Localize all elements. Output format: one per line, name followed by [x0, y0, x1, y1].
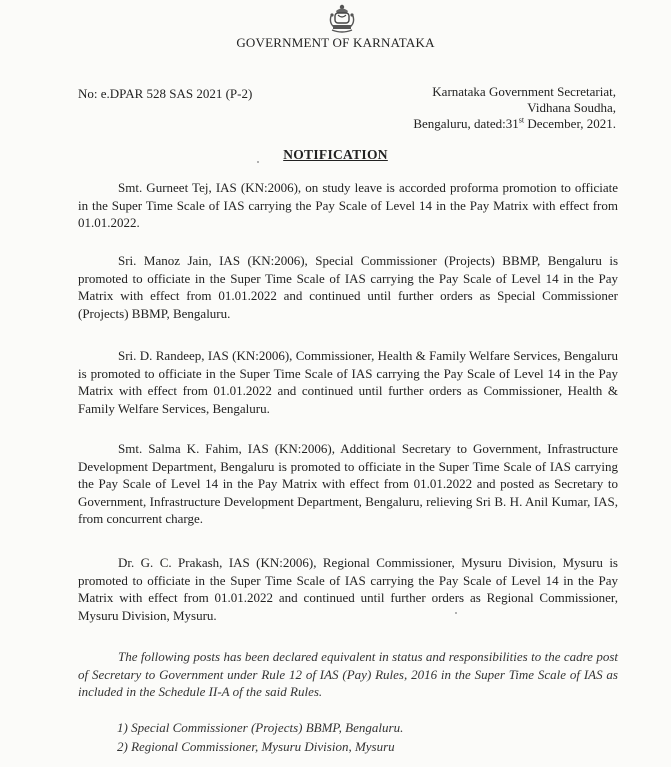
- promotion-paragraph-1: Smt. Gurneet Tej, IAS (KN:2006), on study leave is accorded proforma promotion to officiate in the Super Time Scale of IAS carrying the Pay Scale of Level 14 in the Pay Matrix with effect from 01.01.2022.: [78, 180, 618, 230]
- date-suffix: December, 2021.: [524, 116, 616, 131]
- promotion-paragraph-3: Sri. D. Randeep, IAS (KN:2006), Commissioner, Health & Family Welfare Services, Bengaluru is promoted to officiate in the Super Time Scale of IAS carrying the Pay Scale of Level 14 in the Pay Matrix with effect from 01.01.2022 and continued until further orders as Commissioner, Health & Family Welfare Services, Bengaluru.: [78, 348, 618, 416]
- notification-heading: NOTIFICATION: [283, 147, 388, 162]
- equivalence-note: The following posts has been declared equivalent in status and responsibilities to the cadre post of Secretary to Government under Rule 12 of IAS (Pay) Rules, 2016 in the Super Time Scale of IAS as included in the Schedule II-A of the said Rules.: [78, 649, 618, 699]
- government-title: GOVERNMENT OF KARNATAKA: [236, 35, 435, 50]
- reference-number: No: e.DPAR 528 SAS 2021 (P-2): [78, 86, 253, 101]
- scan-speck: [455, 612, 457, 614]
- list-item: 2) Regional Commissioner, Mysuru Division, Mysuru: [117, 739, 395, 754]
- address-date-line: [413, 116, 616, 132]
- promotion-paragraph-4: Smt. Salma K. Fahim, IAS (KN:2006), Additional Secretary to Government, Infrastructure Development Department, Bengaluru is promoted to officiate in the Super Time Scale of IAS carrying the Pay Scale of Level 14 in the Pay Matrix with effect from 01.01.2022 and posted as Secretary to Government, Infrastructure Development Department, Bengaluru, relieving Sri B. H. Anil Kumar, IAS, from concurrent charge.: [78, 441, 618, 526]
- scan-speck: [257, 161, 259, 163]
- issuing-office-address: [413, 84, 616, 132]
- promotion-paragraph-5: Dr. G. C. Prakash, IAS (KN:2006), Regional Commissioner, Mysuru Division, Mysuru is promoted to officiate in the Super Time Scale of IAS carrying the Pay Scale of Level 14 in the Pay Matrix with effect from 01.01.2022 and continued until further orders as Regional Commissioner, Mysuru Division, Mysuru.: [78, 555, 618, 623]
- karnataka-emblem-icon: [327, 3, 357, 35]
- address-line-2: Vidhana Soudha,: [527, 100, 616, 115]
- date-ordinal: st: [518, 115, 525, 125]
- address-line-1: Karnataka Government Secretariat,: [432, 84, 616, 99]
- date-prefix: Bengaluru, dated:31: [413, 116, 519, 131]
- equivalent-posts-list: [117, 718, 403, 756]
- list-item: 1) Special Commissioner (Projects) BBMP, Bengaluru.: [117, 720, 404, 735]
- promotion-paragraph-2: Sri. Manoz Jain, IAS (KN:2006), Special Commissioner (Projects) BBMP, Bengaluru is promoted to officiate in the Super Time Scale of IAS carrying the Pay Scale of Level 14 in the Pay Matrix with effect from 01.01.2022 and continued until further orders as Special Commissioner (Projects) BBMP, Bengaluru.: [78, 253, 618, 321]
